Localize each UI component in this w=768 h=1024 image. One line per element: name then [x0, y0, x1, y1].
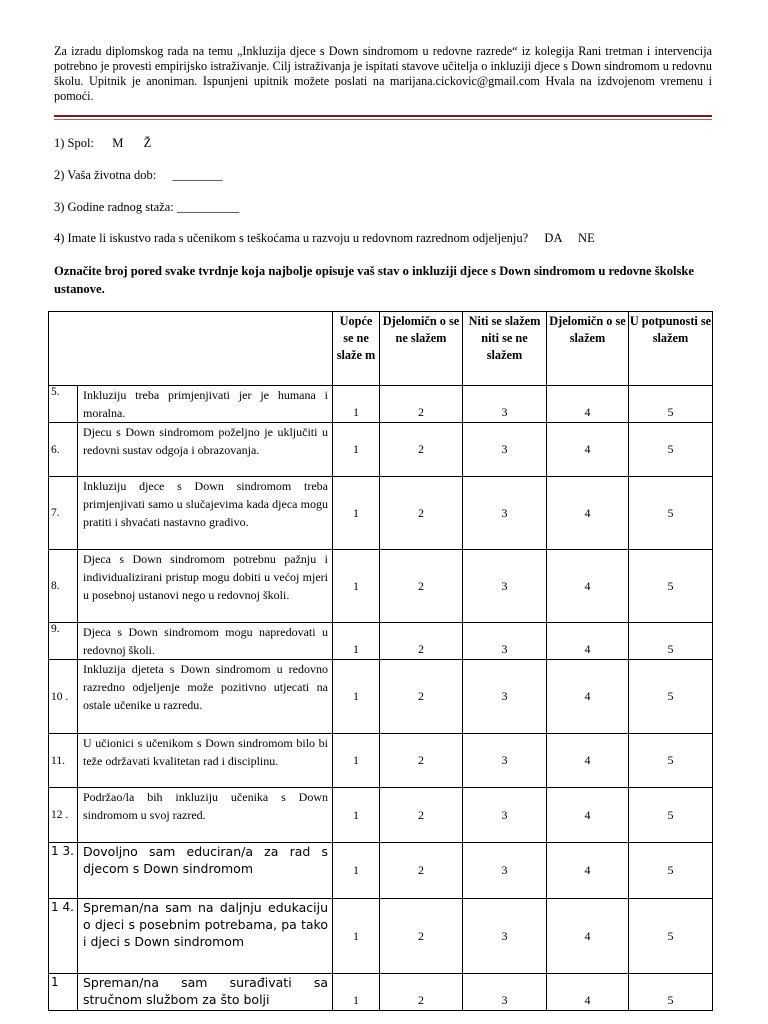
rating-5[interactable]: 5: [629, 788, 713, 843]
rating-3[interactable]: 3: [463, 386, 547, 423]
row-statement: Spreman/na sam na daljnju edukaciju o djeci s posebnim potrebama, pa tako i djeci s Down sindromom: [78, 899, 333, 974]
rating-1[interactable]: 1: [333, 623, 380, 660]
row-statement: Djeca s Down sindromom potrebnu pažnju i individualizirani pristup mogu dobiti u većoj mjeri u posebnoj ustanovi nego u redovnoj školi.: [78, 550, 333, 623]
rating-5[interactable]: 5: [629, 386, 713, 423]
rating-5[interactable]: 5: [629, 550, 713, 623]
row-number: 1 3.: [49, 843, 78, 899]
question-work-years-label: 3) Godine radnog staža:: [54, 200, 174, 214]
row-number: 9.: [49, 623, 78, 660]
row-number: 5.: [49, 386, 78, 423]
rating-4[interactable]: 4: [547, 843, 629, 899]
rating-5[interactable]: 5: [629, 843, 713, 899]
rating-1[interactable]: 1: [333, 477, 380, 550]
rating-2[interactable]: 2: [380, 660, 463, 734]
row-number: 7.: [49, 477, 78, 550]
table-row: [49, 899, 713, 974]
rating-2[interactable]: 2: [380, 423, 463, 477]
header-scale-4: Djelomičn o se slažem: [547, 312, 629, 386]
rating-2[interactable]: 2: [380, 550, 463, 623]
question-experience-label: 4) Imate li iskustvo rada s učenikom s teškoćama u razvoju u redovnom razrednom odjeljenju?: [54, 231, 529, 245]
gender-option-z[interactable]: Ž: [143, 136, 152, 150]
header-scale-5: U potpunosti se slažem: [629, 312, 713, 386]
question-age-label: 2) Vaša životna dob:: [54, 168, 157, 182]
gender-option-m[interactable]: M: [112, 136, 124, 150]
row-number: 1: [49, 974, 78, 1011]
row-statement: Podržao/la bih inkluziju učenika s Down sindromom u svoj razred.: [78, 788, 333, 843]
table-row: [49, 734, 713, 788]
rating-5[interactable]: 5: [629, 623, 713, 660]
table-row: [49, 623, 713, 660]
rating-4[interactable]: 4: [547, 386, 629, 423]
table-row: [49, 660, 713, 734]
rating-5[interactable]: 5: [629, 734, 713, 788]
row-statement: U učionici s učenikom s Down sindromom bilo bi teže održavati kvalitetan rad i disciplinu.: [78, 734, 333, 788]
rating-2[interactable]: 2: [380, 386, 463, 423]
experience-option-da[interactable]: DA: [544, 231, 562, 245]
question-work-years: [54, 200, 239, 215]
rating-1[interactable]: 1: [333, 899, 380, 974]
table-row: [49, 386, 713, 423]
rating-3[interactable]: 3: [463, 423, 547, 477]
rating-5[interactable]: 5: [629, 899, 713, 974]
table-row: [49, 550, 713, 623]
rating-1[interactable]: 1: [333, 423, 380, 477]
row-statement: Djeca s Down sindromom mogu napredovati u redovnoj školi.: [78, 623, 333, 660]
rating-5[interactable]: 5: [629, 660, 713, 734]
rating-3[interactable]: 3: [463, 899, 547, 974]
row-statement: Dovoljno sam educiran/a za rad s djecom s Down sindromom: [78, 843, 333, 899]
table-row: [49, 843, 713, 899]
likert-table: [48, 311, 713, 1011]
age-blank[interactable]: ________: [172, 168, 223, 182]
rating-3[interactable]: 3: [463, 734, 547, 788]
rating-1[interactable]: 1: [333, 550, 380, 623]
row-statement: Inkluzija djeteta s Down sindromom u redovno razredno odjeljenje može pozitivno utjecati na ostale učenike u razredu.: [78, 660, 333, 734]
table-header-row: [49, 312, 713, 386]
rating-3[interactable]: 3: [463, 660, 547, 734]
rating-2[interactable]: 2: [380, 843, 463, 899]
rating-5[interactable]: 5: [629, 423, 713, 477]
rating-3[interactable]: 3: [463, 623, 547, 660]
rating-2[interactable]: 2: [380, 477, 463, 550]
rating-4[interactable]: 4: [547, 734, 629, 788]
row-number: 8.: [49, 550, 78, 623]
row-number: 1 4.: [49, 899, 78, 974]
table-row: [49, 974, 713, 1011]
rating-1[interactable]: 1: [333, 843, 380, 899]
rating-4[interactable]: 4: [547, 788, 629, 843]
row-number: 12 .: [49, 788, 78, 843]
rating-2[interactable]: 2: [380, 788, 463, 843]
header-scale-1: Uopće se ne slaže m: [333, 312, 380, 386]
rating-4[interactable]: 4: [547, 660, 629, 734]
rating-2[interactable]: 2: [380, 899, 463, 974]
header-scale-2: Djelomičn o se ne slažem: [380, 312, 463, 386]
question-experience: [54, 231, 595, 246]
rating-4[interactable]: 4: [547, 623, 629, 660]
rating-3[interactable]: 3: [463, 843, 547, 899]
experience-option-ne[interactable]: NE: [578, 231, 595, 245]
rating-5[interactable]: 5: [629, 974, 713, 1011]
question-gender-label: 1) Spol:: [54, 136, 94, 150]
rating-1[interactable]: 1: [333, 386, 380, 423]
rating-2[interactable]: 2: [380, 974, 463, 1011]
rating-1[interactable]: 1: [333, 974, 380, 1011]
row-statement: Djecu s Down sindromom poželjno je uključiti u redovni sustav odgoja i obrazovanja.: [78, 423, 333, 477]
row-statement: Inkluziju treba primjenjivati jer je humana i moralna.: [78, 386, 333, 423]
table-row: [49, 788, 713, 843]
rating-4[interactable]: 4: [547, 477, 629, 550]
rating-1[interactable]: 1: [333, 788, 380, 843]
rating-2[interactable]: 2: [380, 734, 463, 788]
rating-4[interactable]: 4: [547, 974, 629, 1011]
row-statement: Spreman/na sam surađivati sa stručnom službom za što bolji: [78, 974, 333, 1011]
header-rule-thin: [54, 119, 712, 120]
row-number: 11.: [49, 734, 78, 788]
rating-3[interactable]: 3: [463, 788, 547, 843]
rating-3[interactable]: 3: [463, 477, 547, 550]
header-rule: [54, 115, 712, 117]
rating-4[interactable]: 4: [547, 550, 629, 623]
rating-5[interactable]: 5: [629, 477, 713, 550]
rating-1[interactable]: 1: [333, 734, 380, 788]
rating-3[interactable]: 3: [463, 974, 547, 1011]
row-statement: Inkluziju djece s Down sindromom treba primjenjivati samo u slučajevima kada djeca mogu pratiti i shvaćati nastavno gradivo.: [78, 477, 333, 550]
row-number: 6.: [49, 423, 78, 477]
question-age: [54, 168, 222, 183]
rating-4[interactable]: 4: [547, 899, 629, 974]
rating-1[interactable]: 1: [333, 660, 380, 734]
rating-4[interactable]: 4: [547, 423, 629, 477]
row-number: 10 .: [49, 660, 78, 734]
work-years-blank[interactable]: __________: [176, 200, 240, 214]
question-gender: [54, 136, 151, 151]
table-row: [49, 423, 713, 477]
instruction-text: Označite broj pored svake tvrdnje koja najbolje opisuje vaš stav o inkluziji djece s Down sindromom u redovne školske ustanove.: [54, 264, 694, 296]
table-row: [49, 477, 713, 550]
header-scale-3: Niti se slažem niti se ne slažem: [463, 312, 547, 386]
intro-paragraph: Za izradu diplomskog rada na temu „Inkluzija djece s Down sindromom u redovne razrede“ iz kolegija Rani tretman i intervencija potrebno je provesti empirijsko istraživanje. Cilj istraživanja je ispitati stavove učitelja o inkluziji djece s Down sindromom u redovnu školu. Upitnik je anoniman. Ispunjeni upitnik možete poslati na marijana.cickovic@gmail.com Hvala na izdvojenom vremenu i pomoći.: [54, 44, 712, 103]
header-blank-cell: [49, 312, 333, 386]
rating-3[interactable]: 3: [463, 550, 547, 623]
rating-2[interactable]: 2: [380, 623, 463, 660]
